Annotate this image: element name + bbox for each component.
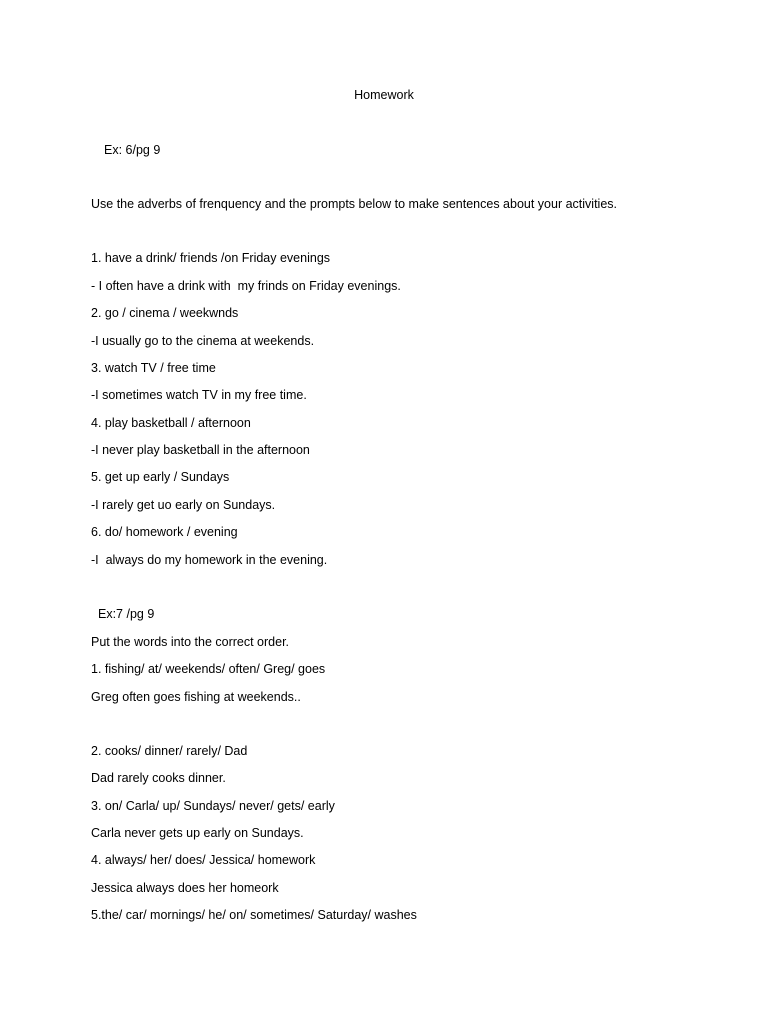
exercise-6-prompt-5: 5. get up early / Sundays — [91, 470, 230, 484]
exercise-7-instruction: Put the words into the correct order. — [91, 635, 290, 649]
exercise-6-answer-6: -I always do my homework in the evening. — [91, 553, 328, 567]
exercise-6-answer-1: - I often have a drink with my frinds on Friday evenings. — [91, 279, 401, 293]
exercise-7-prompt-1: 1. fishing/ at/ weekends/ often/ Greg/ goes — [91, 662, 326, 676]
exercise-6-prompt-2: 2. go / cinema / weekwnds — [91, 306, 239, 320]
exercise-6-prompt-1: 1. have a drink/ friends /on Friday evenings — [91, 251, 331, 265]
exercise-6-answer-3: -I sometimes watch TV in my free time. — [91, 388, 307, 402]
exercise-7-heading: Ex:7 /pg 9 — [98, 607, 155, 621]
exercise-7-prompt-3: 3. on/ Carla/ up/ Sundays/ never/ gets/ early — [91, 799, 335, 813]
page-title: Homework — [354, 88, 414, 102]
exercise-7-answer-2: Dad rarely cooks dinner. — [91, 771, 226, 785]
exercise-6-answer-2: -I usually go to the cinema at weekends. — [91, 334, 315, 348]
exercise-6-prompt-6: 6. do/ homework / evening — [91, 525, 238, 539]
exercise-7-prompt-5: 5.the/ car/ mornings/ he/ on/ sometimes/ Saturday/ washes — [91, 908, 417, 922]
exercise-7-prompt-2: 2. cooks/ dinner/ rarely/ Dad — [91, 744, 248, 758]
exercise-6-heading: Ex: 6/pg 9 — [104, 143, 161, 157]
exercise-6-prompt-4: 4. play basketball / afternoon — [91, 416, 251, 430]
exercise-7-answer-3: Carla never gets up early on Sundays. — [91, 826, 304, 840]
exercise-6-answer-5: -I rarely get uo early on Sundays. — [91, 498, 276, 512]
exercise-7-prompt-4: 4. always/ her/ does/ Jessica/ homework — [91, 853, 316, 867]
exercise-7-answer-4: Jessica always does her homeork — [91, 881, 279, 895]
exercise-7-answer-1: Greg often goes fishing at weekends.. — [91, 690, 301, 704]
exercise-6-instruction: Use the adverbs of frenquency and the prompts below to make sentences about your activities. — [91, 197, 617, 211]
exercise-6-answer-4: -I never play basketball in the afternoon — [91, 443, 310, 457]
exercise-6-prompt-3: 3. watch TV / free time — [91, 361, 216, 375]
